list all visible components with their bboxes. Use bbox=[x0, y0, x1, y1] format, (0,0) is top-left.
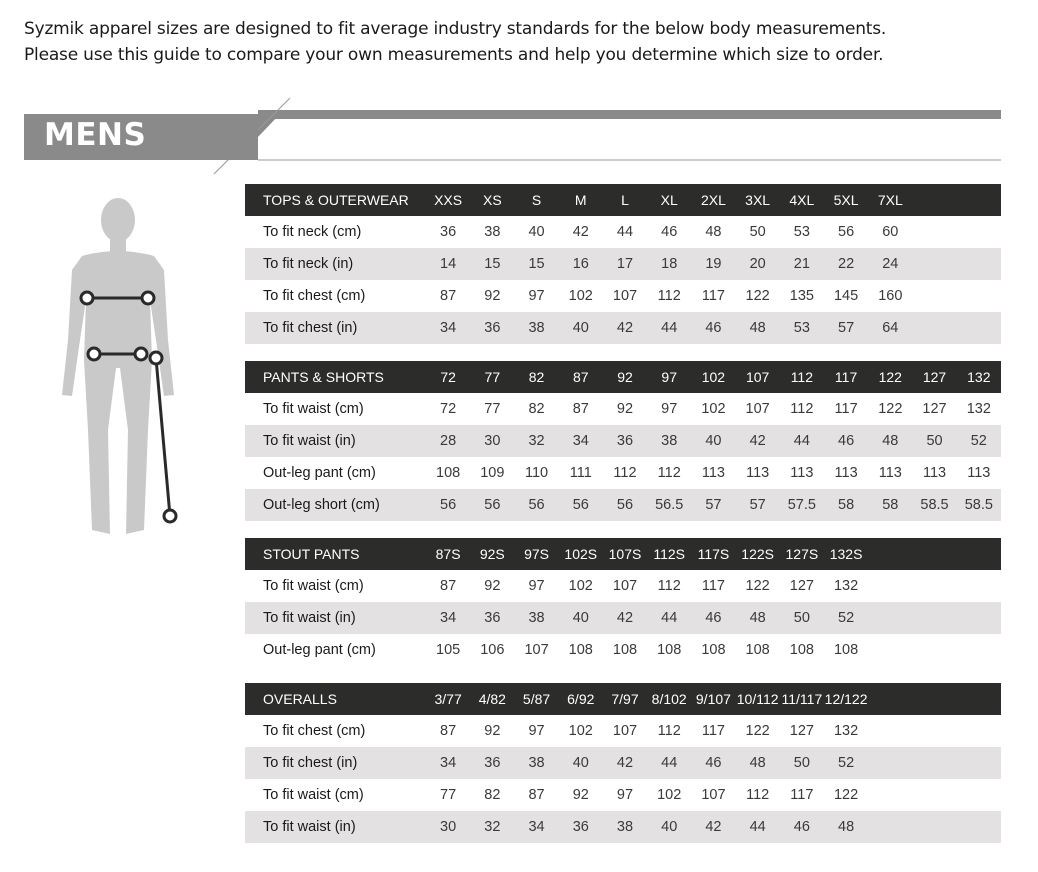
measurement-cell: 112 bbox=[790, 401, 814, 417]
measurement-cell: 113 bbox=[834, 465, 858, 481]
measurement-cell: 57 bbox=[838, 320, 855, 336]
table-row bbox=[245, 280, 1001, 312]
size-header bbox=[868, 683, 912, 715]
measurement-cell: 46 bbox=[705, 610, 722, 626]
measurement-cell: 42 bbox=[616, 320, 634, 336]
size-header: 4XL bbox=[780, 184, 824, 216]
measurement-cell: 97 bbox=[528, 578, 545, 594]
measurement-cell: 102 bbox=[701, 401, 726, 417]
measurement-cell: 50 bbox=[749, 224, 766, 240]
measurement-cell: 36 bbox=[440, 224, 457, 240]
measurement-cell: 112 bbox=[746, 787, 770, 803]
size-header bbox=[957, 683, 1001, 715]
measurement-cell: 107 bbox=[524, 642, 549, 658]
measurement-cell: 117 bbox=[701, 578, 725, 594]
measurement-cell: 38 bbox=[616, 819, 634, 835]
measurement-cell bbox=[957, 715, 1001, 747]
measurement-cell: 46 bbox=[705, 320, 722, 336]
measurement-cell: 52 bbox=[838, 755, 855, 771]
measurement-cell: 58.5 bbox=[920, 497, 949, 513]
measurement-cell: 44 bbox=[749, 819, 766, 835]
measurement-cell: 108 bbox=[701, 642, 726, 658]
measurement-cell: 58.5 bbox=[964, 497, 993, 513]
measurement-cell: 44 bbox=[661, 755, 678, 771]
table-title: STOUT PANTS bbox=[245, 538, 426, 570]
measurement-cell: 117 bbox=[790, 787, 814, 803]
measurement-cell: 117 bbox=[701, 288, 725, 304]
measurement-cell: 38 bbox=[528, 610, 545, 626]
measurement-cell: 21 bbox=[793, 256, 810, 272]
measurement-cell: 56.5 bbox=[655, 497, 684, 513]
measurement-cell: 44 bbox=[616, 224, 634, 240]
measurement-cell: 42 bbox=[616, 610, 634, 626]
size-header: 127S bbox=[780, 538, 824, 570]
measurement-cell: 50 bbox=[793, 610, 810, 626]
measurement-cell: 42 bbox=[749, 433, 766, 449]
measurement-cell: 132 bbox=[833, 578, 859, 594]
measurement-cell: 58 bbox=[838, 497, 855, 513]
table-row bbox=[245, 425, 1001, 457]
measurement-cell: 34 bbox=[440, 320, 457, 336]
measurement-cell bbox=[912, 634, 956, 666]
measurement-cell: 117 bbox=[834, 401, 858, 417]
measurement-cell: 30 bbox=[440, 819, 457, 835]
measurement-cell bbox=[912, 747, 956, 779]
row-label: Out-leg short (cm) bbox=[263, 497, 380, 513]
measurement-cell: 15 bbox=[484, 256, 501, 272]
table-row bbox=[245, 570, 1001, 602]
measurement-cell: 87 bbox=[440, 578, 457, 594]
measurement-cell: 56 bbox=[572, 497, 589, 513]
measurement-cell: 113 bbox=[701, 465, 725, 481]
measurement-cell: 113 bbox=[922, 465, 947, 481]
measurement-cell: 122 bbox=[878, 401, 903, 417]
row-label: To fit waist (in) bbox=[263, 433, 356, 449]
measurement-cell: 108 bbox=[657, 642, 682, 658]
row-label: To fit waist (in) bbox=[263, 819, 356, 835]
row-label: To fit chest (cm) bbox=[263, 288, 366, 304]
measurement-cell: 46 bbox=[793, 819, 810, 835]
measurement-cell: 112 bbox=[657, 578, 681, 594]
measurement-cell: 112 bbox=[657, 465, 681, 481]
measurement-cell: 111 bbox=[569, 465, 592, 481]
measurement-cell bbox=[912, 811, 956, 843]
table-header-row bbox=[245, 184, 1001, 216]
measurement-cell: 109 bbox=[480, 465, 505, 481]
row-label: To fit neck (in) bbox=[263, 256, 354, 272]
measurement-cell bbox=[868, 715, 912, 747]
table-row bbox=[245, 489, 1001, 521]
table-row bbox=[245, 393, 1001, 425]
measurement-cell: 40 bbox=[572, 610, 589, 626]
row-label: To fit chest (in) bbox=[263, 320, 358, 336]
measurement-cell: 92 bbox=[616, 401, 634, 417]
measurement-cell: 106 bbox=[480, 642, 505, 658]
measurement-cell bbox=[912, 248, 956, 280]
row-label: To fit waist (cm) bbox=[263, 401, 364, 417]
size-header: 11/117 bbox=[780, 683, 824, 715]
measurement-cell: 16 bbox=[572, 256, 589, 272]
measurement-cell: 77 bbox=[440, 787, 457, 803]
measurement-cell: 87 bbox=[572, 401, 589, 417]
measurement-cell bbox=[912, 216, 956, 248]
measurement-cell: 40 bbox=[572, 755, 589, 771]
table-title: TOPS & OUTERWEAR bbox=[245, 184, 426, 216]
measurement-cell: 44 bbox=[661, 610, 678, 626]
size-table-2 bbox=[245, 538, 1001, 666]
measurement-cell: 145 bbox=[833, 288, 859, 304]
measurement-cell: 36 bbox=[484, 610, 501, 626]
size-table-3 bbox=[245, 683, 1001, 843]
size-header: 87S bbox=[426, 538, 470, 570]
table-row bbox=[245, 248, 1001, 280]
measurement-cell: 53 bbox=[793, 320, 810, 336]
measurement-cell: 112 bbox=[657, 723, 681, 739]
measurement-cell: 92 bbox=[484, 723, 501, 739]
size-header: 107 bbox=[736, 361, 780, 393]
table-row bbox=[245, 779, 1001, 811]
table-title: PANTS & SHORTS bbox=[245, 361, 426, 393]
measurement-cell: 160 bbox=[878, 288, 903, 304]
size-header: 122 bbox=[868, 361, 912, 393]
size-header: 97S bbox=[514, 538, 558, 570]
measurement-cell: 107 bbox=[745, 401, 770, 417]
measurement-cell: 56 bbox=[484, 497, 501, 513]
size-header bbox=[912, 538, 956, 570]
measurement-cell bbox=[957, 747, 1001, 779]
size-header: 8/102 bbox=[647, 683, 691, 715]
size-header: 102S bbox=[559, 538, 603, 570]
table-row bbox=[245, 811, 1001, 843]
measurement-cell bbox=[957, 280, 1001, 312]
table-header-row bbox=[245, 683, 1001, 715]
size-header: 82 bbox=[514, 361, 558, 393]
measurement-cell: 132 bbox=[966, 401, 991, 417]
measurement-cell: 113 bbox=[790, 465, 814, 481]
measurement-cell: 34 bbox=[572, 433, 589, 449]
size-header: 117 bbox=[824, 361, 868, 393]
size-tables bbox=[245, 184, 1001, 860]
measurement-cell: 56 bbox=[616, 497, 634, 513]
measurement-cell: 108 bbox=[568, 642, 593, 658]
size-header: XS bbox=[470, 184, 514, 216]
measurement-cell: 34 bbox=[528, 819, 545, 835]
measurement-cell: 107 bbox=[612, 723, 638, 739]
measurement-cell: 122 bbox=[833, 787, 859, 803]
measurement-cell: 87 bbox=[528, 787, 545, 803]
size-header: 5/87 bbox=[514, 683, 558, 715]
measurement-cell: 50 bbox=[926, 433, 943, 449]
row-label: Out-leg pant (cm) bbox=[263, 642, 376, 658]
size-header: 9/107 bbox=[691, 683, 735, 715]
measurement-cell: 38 bbox=[528, 320, 545, 336]
size-header: 7/97 bbox=[603, 683, 647, 715]
measurement-cell: 38 bbox=[484, 224, 501, 240]
measurement-cell: 36 bbox=[616, 433, 634, 449]
measurement-cell: 19 bbox=[705, 256, 722, 272]
measurement-cell bbox=[868, 634, 912, 666]
size-header: 132S bbox=[824, 538, 868, 570]
row-label: To fit waist (cm) bbox=[263, 787, 364, 803]
measurement-cell: 46 bbox=[661, 224, 678, 240]
size-header: 122S bbox=[736, 538, 780, 570]
measurement-cell: 132 bbox=[833, 723, 859, 739]
size-header: 132 bbox=[957, 361, 1001, 393]
measurement-cell: 14 bbox=[440, 256, 457, 272]
measurement-cell: 38 bbox=[661, 433, 678, 449]
measurement-cell: 82 bbox=[528, 401, 545, 417]
measurement-cell: 97 bbox=[616, 787, 634, 803]
size-header: 117S bbox=[691, 538, 735, 570]
size-header: L bbox=[603, 184, 647, 216]
measurement-cell: 82 bbox=[484, 787, 501, 803]
measurement-cell bbox=[957, 570, 1001, 602]
measurement-cell bbox=[868, 570, 912, 602]
measurement-cell: 102 bbox=[568, 578, 593, 594]
size-header: 112S bbox=[647, 538, 691, 570]
measurement-cell: 34 bbox=[440, 610, 457, 626]
measurement-cell: 17 bbox=[616, 256, 634, 272]
measurement-cell: 42 bbox=[616, 755, 634, 771]
measurement-cell bbox=[957, 248, 1001, 280]
table-header-row bbox=[245, 361, 1001, 393]
measurement-cell: 87 bbox=[440, 288, 457, 304]
measurement-cell: 46 bbox=[838, 433, 855, 449]
size-header bbox=[957, 184, 1001, 216]
measurement-cell: 110 bbox=[524, 465, 549, 481]
size-table-1 bbox=[245, 361, 1001, 521]
measurement-cell: 64 bbox=[882, 320, 899, 336]
measurement-cell: 24 bbox=[882, 256, 899, 272]
measurement-cell: 46 bbox=[705, 755, 722, 771]
measurement-cell: 113 bbox=[967, 465, 991, 481]
measurement-cell bbox=[912, 280, 956, 312]
measurement-cell: 108 bbox=[789, 642, 814, 658]
row-label: To fit chest (cm) bbox=[263, 723, 366, 739]
measurement-cell: 108 bbox=[833, 642, 859, 658]
measurement-cell: 15 bbox=[528, 256, 545, 272]
size-header: 7XL bbox=[868, 184, 912, 216]
measurement-cell: 122 bbox=[745, 578, 770, 594]
size-header: 3XL bbox=[736, 184, 780, 216]
measurement-cell: 36 bbox=[484, 320, 501, 336]
measurement-cell: 97 bbox=[528, 288, 545, 304]
table-header-row bbox=[245, 538, 1001, 570]
measurement-cell: 92 bbox=[572, 787, 589, 803]
table-row bbox=[245, 747, 1001, 779]
measurement-cell: 40 bbox=[705, 433, 722, 449]
measurement-cell bbox=[868, 811, 912, 843]
measurement-cell: 42 bbox=[705, 819, 722, 835]
measurement-cell: 112 bbox=[657, 288, 681, 304]
measurement-cell: 127 bbox=[789, 723, 814, 739]
size-header: 6/92 bbox=[559, 683, 603, 715]
size-header bbox=[912, 683, 956, 715]
measurement-cell: 22 bbox=[838, 256, 855, 272]
measurement-cell: 92 bbox=[484, 288, 501, 304]
measurement-cell bbox=[912, 602, 956, 634]
measurement-cell: 117 bbox=[701, 723, 725, 739]
measurement-cell: 87 bbox=[440, 723, 457, 739]
measurement-cell bbox=[912, 715, 956, 747]
measurement-cell: 40 bbox=[528, 224, 545, 240]
measurement-cell bbox=[957, 602, 1001, 634]
measurement-cell: 105 bbox=[436, 642, 461, 658]
size-header: 97 bbox=[647, 361, 691, 393]
measurement-cell: 36 bbox=[572, 819, 589, 835]
measurement-cell: 113 bbox=[878, 465, 902, 481]
measurement-cell: 107 bbox=[612, 288, 638, 304]
size-header: 127 bbox=[912, 361, 956, 393]
measurement-cell: 56 bbox=[838, 224, 855, 240]
measurement-cell: 135 bbox=[789, 288, 814, 304]
size-header bbox=[957, 538, 1001, 570]
measurement-cell bbox=[868, 602, 912, 634]
measurement-cell: 107 bbox=[612, 578, 638, 594]
measurement-cell bbox=[868, 779, 912, 811]
measurement-cell: 57 bbox=[705, 497, 722, 513]
size-header: M bbox=[559, 184, 603, 216]
measurement-cell: 44 bbox=[661, 320, 678, 336]
measurement-cell: 107 bbox=[701, 787, 726, 803]
size-header: 72 bbox=[426, 361, 470, 393]
measurement-cell: 112 bbox=[613, 465, 637, 481]
measurement-cell bbox=[912, 570, 956, 602]
size-header: 102 bbox=[691, 361, 735, 393]
measurement-cell: 127 bbox=[922, 401, 947, 417]
measurement-cell bbox=[868, 747, 912, 779]
size-header bbox=[868, 538, 912, 570]
body-measurement-figure bbox=[52, 190, 192, 540]
size-header: 107S bbox=[603, 538, 647, 570]
table-row bbox=[245, 715, 1001, 747]
measurement-cell bbox=[957, 216, 1001, 248]
size-header: 92S bbox=[470, 538, 514, 570]
measurement-cell: 92 bbox=[484, 578, 501, 594]
measurement-cell: 38 bbox=[528, 755, 545, 771]
table-row bbox=[245, 457, 1001, 489]
size-header bbox=[912, 184, 956, 216]
measurement-cell bbox=[957, 312, 1001, 344]
measurement-cell: 58 bbox=[882, 497, 899, 513]
measurement-cell: 52 bbox=[970, 433, 987, 449]
measurement-cell: 77 bbox=[484, 401, 501, 417]
section-title: MENS bbox=[44, 117, 147, 153]
measurement-cell: 48 bbox=[882, 433, 899, 449]
measurement-cell bbox=[912, 779, 956, 811]
measurement-cell: 113 bbox=[746, 465, 770, 481]
measurement-cell: 44 bbox=[793, 433, 810, 449]
measurement-cell: 72 bbox=[440, 401, 457, 417]
intro-line-1: Syzmik apparel sizes are designed to fit average industry standards for the below body measurements. bbox=[24, 19, 887, 39]
measurement-cell: 48 bbox=[838, 819, 855, 835]
measurement-cell: 40 bbox=[572, 320, 589, 336]
measurement-cell: 122 bbox=[745, 723, 770, 739]
measurement-cell: 57.5 bbox=[787, 497, 816, 513]
measurement-cell: 18 bbox=[661, 256, 678, 272]
size-header: XL bbox=[647, 184, 691, 216]
measurement-cell: 50 bbox=[793, 755, 810, 771]
measurement-cell: 97 bbox=[661, 401, 678, 417]
measurement-cell bbox=[957, 634, 1001, 666]
size-header: 112 bbox=[780, 361, 824, 393]
row-label: To fit neck (cm) bbox=[263, 224, 362, 240]
measurement-cell: 108 bbox=[612, 642, 638, 658]
size-header: XXS bbox=[426, 184, 470, 216]
measurement-cell bbox=[957, 811, 1001, 843]
measurement-cell bbox=[957, 779, 1001, 811]
table-title: OVERALLS bbox=[245, 683, 426, 715]
measurement-cell: 97 bbox=[528, 723, 545, 739]
table-row bbox=[245, 602, 1001, 634]
size-table-0 bbox=[245, 184, 1001, 344]
measurement-cell: 48 bbox=[749, 755, 766, 771]
size-header: 2XL bbox=[691, 184, 735, 216]
size-header: 5XL bbox=[824, 184, 868, 216]
measurement-cell: 57 bbox=[749, 497, 766, 513]
size-header: 3/77 bbox=[426, 683, 470, 715]
size-header: 10/112 bbox=[736, 683, 780, 715]
measurement-cell: 52 bbox=[838, 610, 855, 626]
measurement-cell bbox=[912, 312, 956, 344]
size-header: 87 bbox=[559, 361, 603, 393]
measurement-cell: 102 bbox=[568, 723, 593, 739]
measurement-cell: 102 bbox=[657, 787, 682, 803]
size-header: 92 bbox=[603, 361, 647, 393]
measurement-cell: 48 bbox=[749, 610, 766, 626]
measurement-cell: 102 bbox=[568, 288, 593, 304]
size-header: 4/82 bbox=[470, 683, 514, 715]
table-row bbox=[245, 216, 1001, 248]
measurement-cell: 20 bbox=[749, 256, 766, 272]
size-header: S bbox=[514, 184, 558, 216]
measurement-cell: 48 bbox=[749, 320, 766, 336]
measurement-cell: 108 bbox=[436, 465, 461, 481]
measurement-cell: 56 bbox=[440, 497, 457, 513]
intro-line-2: Please use this guide to compare your own measurements and help you determine which size to order. bbox=[24, 45, 884, 65]
measurement-cell: 36 bbox=[484, 755, 501, 771]
measurement-cell: 108 bbox=[745, 642, 770, 658]
measurement-cell: 42 bbox=[572, 224, 589, 240]
measurement-cell: 122 bbox=[745, 288, 770, 304]
measurement-cell: 30 bbox=[484, 433, 501, 449]
row-label: To fit chest (in) bbox=[263, 755, 358, 771]
measurement-cell: 34 bbox=[440, 755, 457, 771]
row-label: To fit waist (in) bbox=[263, 610, 356, 626]
table-row bbox=[245, 634, 1001, 666]
measurement-cell: 48 bbox=[705, 224, 722, 240]
size-header: 77 bbox=[470, 361, 514, 393]
row-label: To fit waist (cm) bbox=[263, 578, 364, 594]
table-row bbox=[245, 312, 1001, 344]
measurement-cell: 53 bbox=[793, 224, 810, 240]
measurement-cell: 60 bbox=[882, 224, 899, 240]
measurement-cell: 127 bbox=[789, 578, 814, 594]
measurement-cell: 56 bbox=[528, 497, 545, 513]
size-header: 12/122 bbox=[824, 683, 868, 715]
measurement-cell: 40 bbox=[661, 819, 678, 835]
row-label: Out-leg pant (cm) bbox=[263, 465, 376, 481]
measurement-cell: 32 bbox=[528, 433, 545, 449]
measurement-cell: 28 bbox=[440, 433, 457, 449]
measurement-cell: 32 bbox=[484, 819, 501, 835]
